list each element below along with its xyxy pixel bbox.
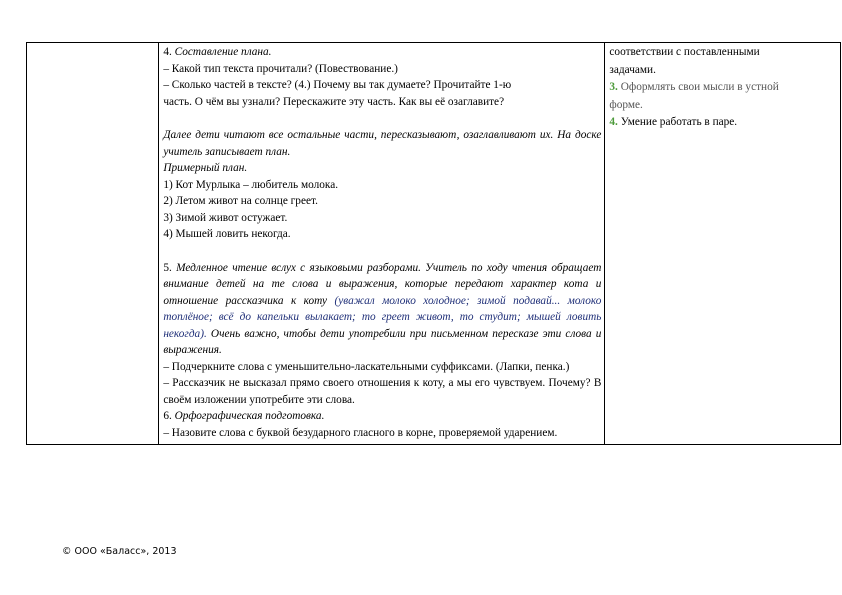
section-5-question-2: – Рассказчик не высказал прямо своего отношения к коту, а мы его чувствуем. Почему? В своём изложении употребите эти слова. (163, 377, 602, 406)
plan-item-3: 3) Зимой живот остужает. (163, 211, 288, 224)
question-parts-b: часть. О чём вы узнали? Перескажите эту часть. Как вы её озаглавите? (163, 95, 505, 108)
section-5-title: Медленное чтение вслух с языковыми разборами. (176, 261, 421, 274)
plan-title: Примерный план. (163, 162, 248, 174)
section-5-question-1: – Подчеркните слова с уменьшительно-ласкательными суффиксами. (Лапки, пенка.) (163, 360, 570, 373)
table-row (27, 43, 841, 445)
plan-item-4: 4) Мышей ловить некогда. (163, 228, 291, 240)
skills-column-cell (605, 43, 841, 445)
copyright-footer: © ООО «Баласс», 2013 (62, 546, 177, 557)
lesson-table (26, 42, 841, 445)
section-6-heading: 6. Орфографическая подготовка. (163, 410, 325, 422)
activity-column-cell (159, 43, 605, 445)
skills-line-1: соответствии с поставленными (609, 46, 760, 58)
skills-line-2: задачами. (609, 63, 656, 76)
stage-column-cell (27, 43, 159, 445)
plan-item-1: 1) Кот Мурлыка – любитель молока. (163, 178, 339, 191)
skill-item-3-cont: форме. (609, 98, 643, 111)
section-5-paragraph: 5. Медленное чтение вслух с языковыми разборами. Учитель по ходу чтения обращает внимание детей на те слова и выражения, которые передают характер кота и отношение рассказчика к коту (уважал молоко холодное; зимой подавай... молоко топлёное; всё до капельки вылакает; то греет живот, то студит; мышей ловить некогда). Очень важно, чтобы дети употребили при письменном пересказе эти слова и выражения. (163, 261, 602, 356)
section-6-question-1: – Назовите слова с буквой безударного гласного в корне, проверяемой ударением. (163, 426, 558, 439)
skill-item-4: 4. Умение работать в паре. (609, 116, 738, 129)
skill-item-3: 3. Оформлять свои мысли в устной (609, 81, 779, 94)
teacher-instruction: Далее дети читают все остальные части, пересказывают, озаглавливают их. На доске учитель записывает план. (163, 129, 602, 158)
question-text-type: – Какой тип текста прочитали? (Повествование.) (163, 62, 398, 75)
plan-item-2: 2) Летом живот на солнце греет. (163, 195, 318, 207)
quoted-expressions: (уважал молоко холодное; зимой подавай... молоко топлёное; всё до капельки вылакает; то греет живот, то студит; мышей ловить некогда). (163, 294, 602, 340)
section-4-heading: 4. Составление плана. (163, 46, 272, 58)
question-parts-a: – Сколько частей в тексте? (4.) Почему вы так думаете? Прочитайте 1-ю (163, 79, 512, 91)
